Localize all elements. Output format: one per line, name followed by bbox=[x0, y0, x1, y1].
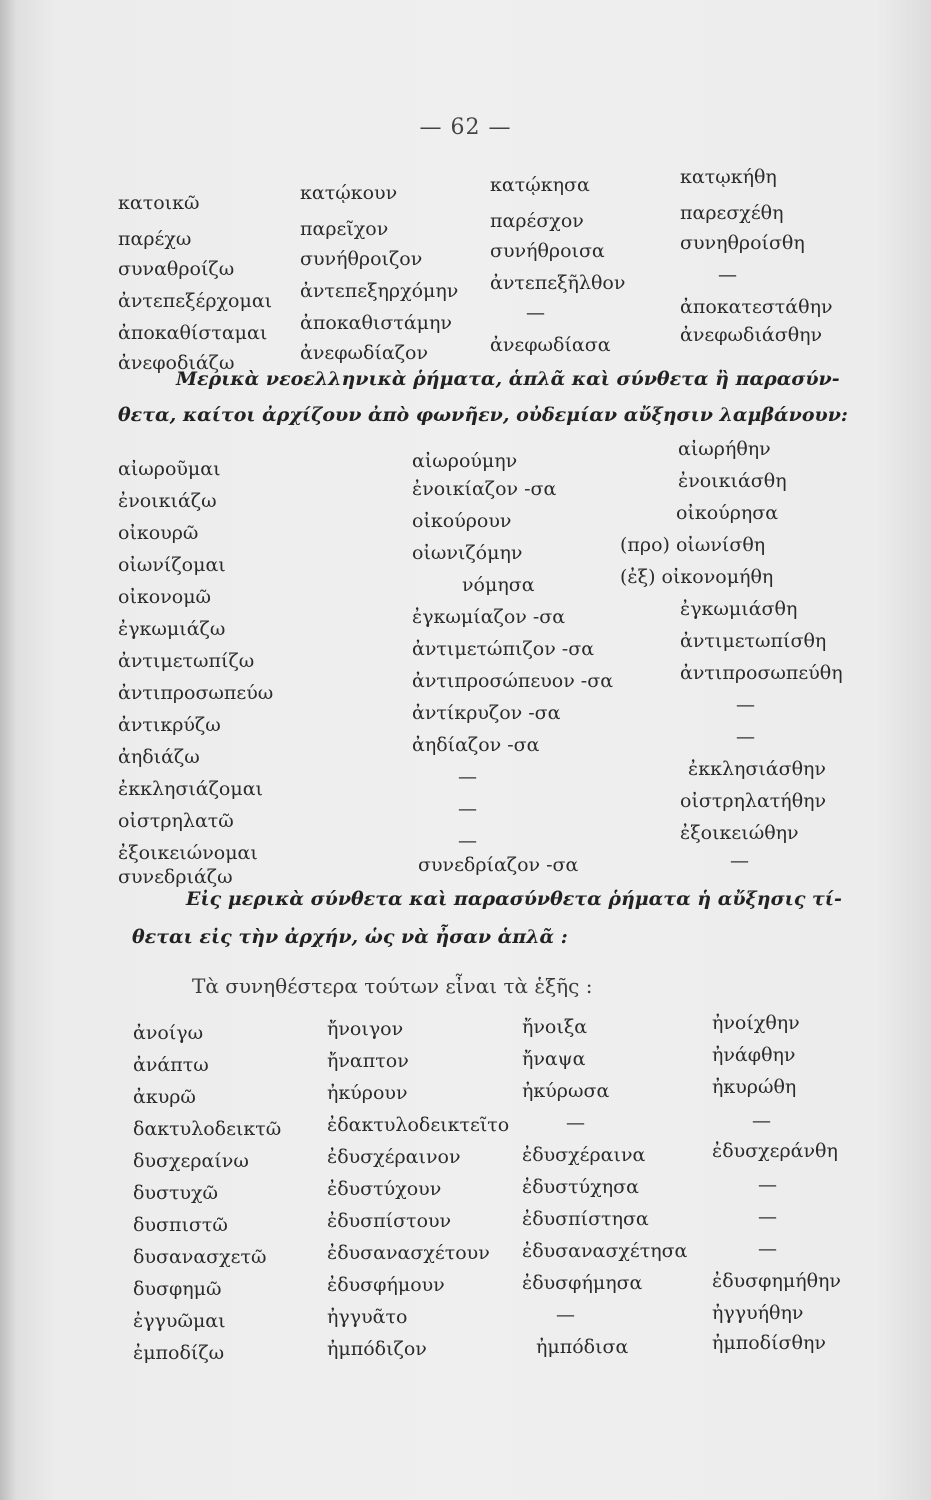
present-form: συναθροίζω bbox=[118, 258, 235, 280]
imperfect-form: οἰωνιζόμην bbox=[412, 542, 523, 564]
aorist-form: ἠμπόδισα bbox=[536, 1336, 629, 1358]
aorist-form: ἠκύρωσα bbox=[522, 1080, 610, 1102]
aorist-form: — bbox=[566, 1112, 585, 1134]
present-form: δακτυλοδεικτῶ bbox=[133, 1118, 282, 1140]
imperfect-form: ἤναπτον bbox=[327, 1050, 409, 1072]
page-number: — 62 — bbox=[419, 115, 512, 140]
aorist-form: — bbox=[730, 850, 749, 872]
aorist-form: (προ) οἰωνίσθη bbox=[620, 534, 766, 556]
imperfect-form: παρεῖχον bbox=[300, 218, 389, 240]
imperfect-form: — bbox=[458, 766, 477, 788]
imperfect-form: ἤνοιγον bbox=[327, 1018, 404, 1040]
imperfect-form: ἠκύρουν bbox=[327, 1082, 408, 1104]
table-row bbox=[0, 1174, 931, 1214]
passive-aorist-form: συνηθροίσθη bbox=[680, 232, 805, 254]
imperfect-form: ἀποκαθιστάμην bbox=[300, 312, 452, 334]
aorist-form: οἰστρηλατήθην bbox=[680, 790, 827, 812]
imperfect-form: ἠμπόδιζον bbox=[327, 1338, 427, 1360]
present-form: οἰστρηλατῶ bbox=[118, 810, 234, 832]
aorist-form: παρέσχον bbox=[490, 210, 584, 232]
present-form: δυσπιστῶ bbox=[133, 1214, 228, 1236]
passive-aorist-form: ἠνάφθην bbox=[712, 1044, 796, 1066]
aorist-form: ἐδυσχέραινα bbox=[522, 1144, 646, 1166]
present-form: παρέχω bbox=[118, 228, 192, 250]
present-form: ἀνοίγω bbox=[133, 1022, 204, 1044]
aorist-form: ἀνεφωδίασα bbox=[490, 334, 611, 356]
aorist-form: ἐδυσανασχέτησα bbox=[522, 1240, 688, 1262]
passive-aorist-form: ἐδυσχεράνθη bbox=[712, 1140, 838, 1162]
passive-aorist-form: ἐδυσφημήθην bbox=[712, 1270, 841, 1292]
heading-line: Μερικὰ νεοελληνικὰ ῥήματα, ἁπλᾶ καὶ σύνθετα ἢ παρασύν- bbox=[176, 368, 840, 390]
aorist-form: ἤναψα bbox=[522, 1048, 586, 1070]
aorist-form: ἐνοικιάσθη bbox=[678, 470, 787, 492]
aorist-form: ἐξοικειώθην bbox=[680, 822, 799, 844]
present-form: ἐγγυῶμαι bbox=[133, 1310, 226, 1332]
imperfect-form: ἐδακτυλοδεικτεῖτο bbox=[327, 1114, 510, 1136]
imperfect-form: ἐδυσχέραινον bbox=[327, 1146, 461, 1168]
imperfect-form: ἐδυσανασχέτουν bbox=[327, 1242, 490, 1264]
present-form: αἰωροῦμαι bbox=[118, 458, 221, 480]
imperfect-form: ἐγκωμίαζον -σα bbox=[412, 606, 566, 628]
passive-aorist-form: κατῳκήθη bbox=[680, 166, 777, 188]
imperfect-form: ἀνεφωδίαζον bbox=[300, 342, 429, 364]
aorist-form: — bbox=[736, 726, 755, 748]
present-form: ἀντιπροσωπεύω bbox=[118, 682, 274, 704]
passive-aorist-form: ἠνοίχθην bbox=[712, 1012, 800, 1034]
aorist-form: — bbox=[556, 1304, 575, 1326]
present-form: ἐγκωμιάζω bbox=[118, 618, 226, 640]
aorist-form: ἀντιπροσωπεύθη bbox=[680, 662, 843, 684]
imperfect-form: ἀντίκρυζον -σα bbox=[412, 702, 561, 724]
imperfect-form: ἀηδίαζον -σα bbox=[412, 734, 540, 756]
table-row bbox=[0, 1140, 931, 1182]
present-form: δυστυχῶ bbox=[133, 1182, 219, 1204]
aorist-form: ἐκκλησιάσθην bbox=[688, 758, 826, 780]
present-form: ἀκυρῶ bbox=[133, 1086, 196, 1108]
imperfect-form: ἀντιμετώπιζον -σα bbox=[412, 638, 595, 660]
aorist-form: ἐδυσπίστησα bbox=[522, 1208, 649, 1230]
aorist-form: ἐγκωμιάσθη bbox=[680, 598, 798, 620]
passive-aorist-form: ἠμποδίσθην bbox=[712, 1332, 826, 1354]
present-form: οἰκονομῶ bbox=[118, 586, 212, 608]
aorist-form: — bbox=[736, 694, 755, 716]
present-form: ἀντιμετωπίζω bbox=[118, 650, 255, 672]
aorist-form: κατῴκησα bbox=[490, 174, 590, 196]
aorist-form: (ἐξ) οἰκονομήθη bbox=[620, 566, 774, 588]
imperfect-form: — bbox=[458, 830, 477, 852]
present-form: κατοικῶ bbox=[118, 192, 200, 214]
heading-line: θετα, καίτοι ἀρχίζουν ἀπὸ φωνῆεν, οὐδεμίαν αὔξησιν λαμβάνουν: bbox=[118, 404, 848, 426]
present-form: ἀνάπτω bbox=[133, 1054, 209, 1076]
passive-aorist-form: — bbox=[752, 1110, 771, 1132]
present-form: ἐμποδίζω bbox=[133, 1342, 225, 1364]
aorist-form: ἀντιμετωπίσθη bbox=[680, 630, 827, 652]
heading-line: Εἰς μερικὰ σύνθετα καὶ παρασύνθετα ῥήματα ἡ αὔξησις τί- bbox=[186, 888, 842, 910]
present-form: ἐξοικειώνομαι bbox=[118, 842, 258, 864]
imperfect-form: συνεδρίαζον -σα bbox=[418, 854, 579, 876]
table-row bbox=[0, 1332, 931, 1374]
present-form: συνεδριάζω bbox=[118, 866, 233, 888]
intro-text: Τὰ συνηθέστερα τούτων εἶναι τὰ ἑξῆς : bbox=[192, 974, 593, 998]
present-form: ἐκκλησιάζομαι bbox=[118, 778, 263, 800]
present-form: ἀηδιάζω bbox=[118, 746, 200, 768]
passive-aorist-form: — bbox=[758, 1238, 777, 1260]
aorist-form: ἐδυσφήμησα bbox=[522, 1272, 643, 1294]
aorist-form: οἰκούρησα bbox=[676, 502, 779, 524]
passive-aorist-form: ἠκυρώθη bbox=[712, 1076, 797, 1098]
imperfect-form: ἐδυστύχουν bbox=[327, 1178, 442, 1200]
present-form: ἐνοικιάζω bbox=[118, 490, 217, 512]
passive-aorist-form: — bbox=[718, 264, 737, 286]
present-form: δυσφημῶ bbox=[133, 1278, 222, 1300]
imperfect-form: ἀντεπεξηρχόμην bbox=[300, 280, 459, 302]
imperfect-form: συνήθροιζον bbox=[300, 248, 423, 270]
imperfect-form: νόμησα bbox=[462, 574, 535, 596]
present-form: οἰωνίζομαι bbox=[118, 554, 226, 576]
aorist-form: αἰωρήθην bbox=[678, 438, 771, 460]
present-form: ἀντεπεξέρχομαι bbox=[118, 290, 273, 312]
imperfect-form: ἠγγυᾶτο bbox=[327, 1306, 408, 1328]
present-form: δυσχεραίνω bbox=[133, 1150, 249, 1172]
passive-aorist-form: παρεσχέθη bbox=[680, 202, 784, 224]
imperfect-form: — bbox=[458, 798, 477, 820]
present-form: δυσανασχετῶ bbox=[133, 1246, 267, 1268]
passive-aorist-form: — bbox=[758, 1206, 777, 1228]
present-form: ἀποκαθίσταμαι bbox=[118, 322, 268, 344]
imperfect-form: κατῴκουν bbox=[300, 182, 398, 204]
present-form: ἀντικρύζω bbox=[118, 714, 221, 736]
passive-aorist-form: ἠγγυήθην bbox=[712, 1302, 804, 1324]
passive-aorist-form: ἀνεφωδιάσθην bbox=[680, 324, 823, 346]
aorist-form: συνήθροισα bbox=[490, 240, 605, 262]
passive-aorist-form: ἀποκατεστάθην bbox=[680, 296, 833, 318]
aorist-form: ἤνοιξα bbox=[522, 1016, 588, 1038]
present-form: ἀνεφοδιάζω bbox=[118, 352, 235, 374]
imperfect-form: ἐδυσπίστουν bbox=[327, 1210, 452, 1232]
present-form: οἰκουρῶ bbox=[118, 522, 199, 544]
imperfect-form: αἰωρούμην bbox=[412, 450, 518, 472]
aorist-form: ἀντεπεξῆλθον bbox=[490, 272, 626, 294]
heading-line: θεται εἰς τὴν ἀρχήν, ὡς νὰ ἦσαν ἁπλᾶ : bbox=[132, 926, 568, 948]
imperfect-form: οἰκούρουν bbox=[412, 510, 512, 532]
imperfect-form: ἐνοικίαζον -σα bbox=[412, 478, 557, 500]
imperfect-form: ἀντιπροσώπευον -σα bbox=[412, 670, 614, 692]
aorist-form: — bbox=[526, 302, 545, 324]
passive-aorist-form: — bbox=[758, 1174, 777, 1196]
imperfect-form: ἐδυσφήμουν bbox=[327, 1274, 445, 1296]
aorist-form: ἐδυστύχησα bbox=[522, 1176, 639, 1198]
